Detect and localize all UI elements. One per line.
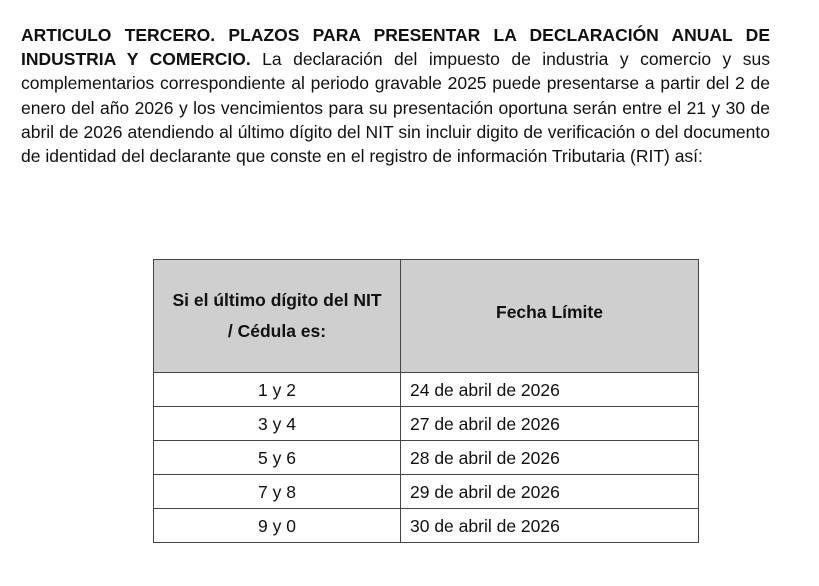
cell-digits: 9 y 0 [154, 509, 401, 543]
table-row [154, 475, 699, 509]
article-heading: ARTICULO TERCERO. PLAZOS PARA PRESENTAR LA DECLARACIÓN ANUAL DE INDUSTRIA Y COMERCIO. [21, 25, 770, 70]
deadline-table-container [153, 259, 698, 543]
article-paragraph [21, 23, 770, 168]
cell-date: 30 de abril de 2026 [401, 509, 699, 543]
table-row [154, 373, 699, 407]
cell-date: 29 de abril de 2026 [401, 475, 699, 509]
header-last-digit: Si el último dígito del NIT / Cédula es: [154, 260, 401, 373]
deadline-table [153, 259, 699, 543]
cell-digits: 5 y 6 [154, 441, 401, 475]
table-row [154, 441, 699, 475]
cell-date: 27 de abril de 2026 [401, 407, 699, 441]
article-body: La declaración del impuesto de industria y comercio y sus complementarios correspondiente al periodo gravable 2025 puede presentarse a partir del 2 de enero del año 2026 y los vencimientos para su presentación oportuna serán entre el 21 y 30 de abril de 2026 atendiendo al último dígito del NIT sin incluir digito de verificación o del documento de identidad del declarante que conste en el registro de información Tributaria (RIT) así: [21, 49, 770, 167]
table-header-row [154, 260, 699, 373]
header-deadline: Fecha Límite [401, 260, 699, 373]
table-row [154, 407, 699, 441]
cell-date: 24 de abril de 2026 [401, 373, 699, 407]
cell-digits: 1 y 2 [154, 373, 401, 407]
cell-digits: 3 y 4 [154, 407, 401, 441]
cell-date: 28 de abril de 2026 [401, 441, 699, 475]
table-row [154, 509, 699, 543]
cell-digits: 7 y 8 [154, 475, 401, 509]
